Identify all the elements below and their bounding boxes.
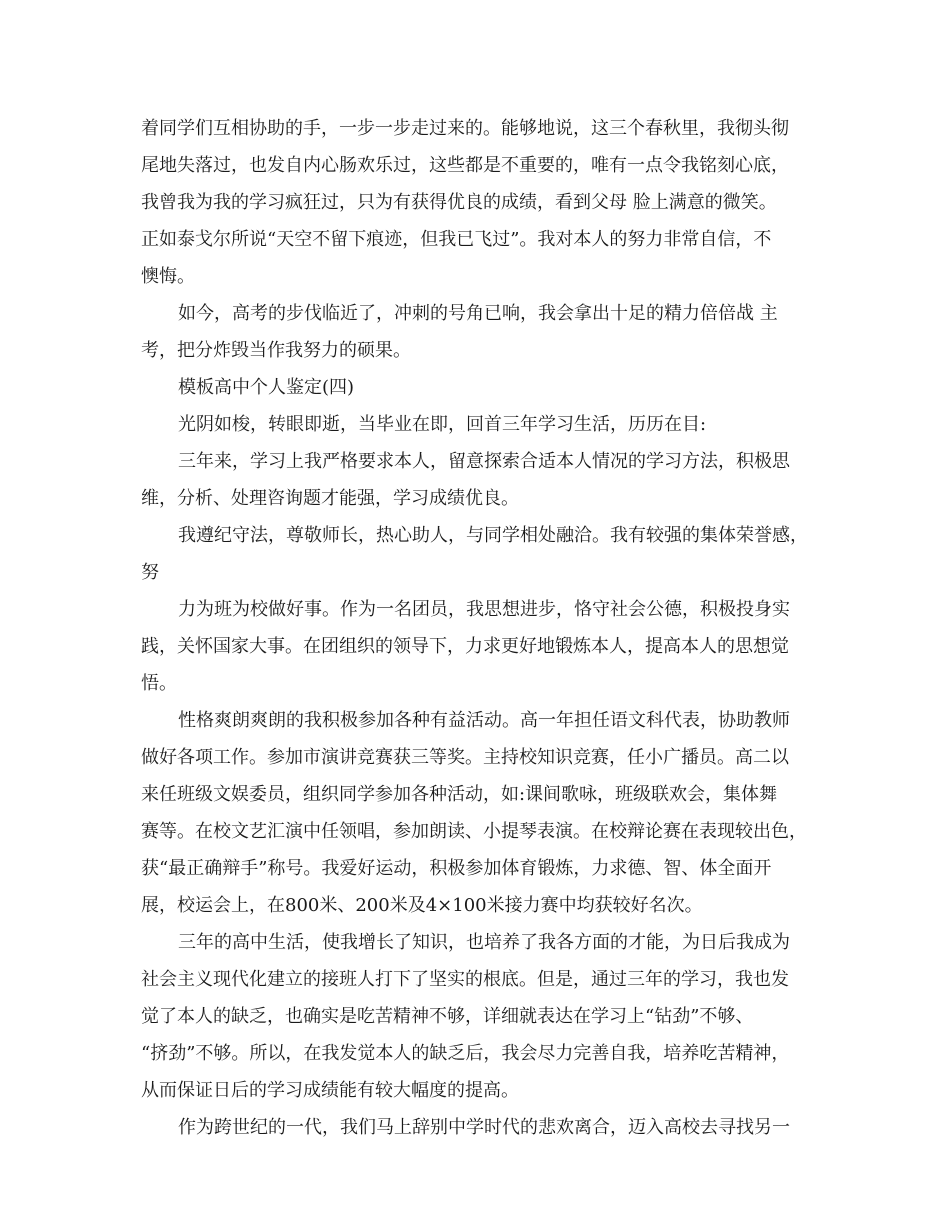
text-line: 践，关怀国家大事。在团组织的领导下，力求更好地锻炼本人，提高本人的思想觉 [141,636,789,657]
text-line: “挤劲”不够。所以，在我发觉本人的缺乏后，我会尽力完善自我，培养吃苦精神， [141,1043,790,1064]
text-line: 社会主义现代化建立的接班人打下了坚实的根底。但是，通过三年的学习，我也发 [141,969,789,990]
text-line: 正如泰戈尔所说“天空不留下痕迹，但我已飞过”。我对本人的努力非常自信，不 [141,229,772,250]
text-line: 努 [141,562,159,583]
text-line: 性格爽朗爽朗的我积极参加各种有益活动。高一年担任语文科代表，协助教师 [178,710,790,731]
text-line: 维，分析、处理咨询题才能强，学习成绩优良。 [141,488,519,509]
text-line: 懊悔。 [141,266,195,287]
text-line: 作为跨世纪的一代，我们马上辞别中学时代的悲欢离合，迈入高校去寻找另一 [178,1117,790,1138]
text-line: 尾地失落过，也发自内心肠欢乐过，这些都是不重要的，唯有一点令我铭刻心底， [141,155,789,176]
text-line: 从而保证日后的学习成绩能有较大幅度的提高。 [141,1080,519,1101]
text-line: 我曾我为我的学习疯狂过，只为有获得优良的成绩，看到父母 脸上满意的微笑。 [141,192,777,213]
text-line: 着同学们互相协助的手，一步一步走过来的。能够地说，这三个春秋里，我彻头彻 [141,118,789,139]
text-line: 觉了本人的缺乏，也确实是吃苦精神不够，详细就表达在学习上“钻劲”不够、 [141,1006,754,1027]
text-line: 展，校运会上，在800米、200米及4×100米接力赛中均获较好名次。 [141,895,703,916]
text-line: 赛等。在校文艺汇演中任领唱，参加朗读、小提琴表演。在校辩论赛在表现较出色， [141,821,807,842]
text-line: 我遵纪守法，尊敬师长，热心助人，与同学相处融洽。我有较强的集体荣誉感， [178,525,808,546]
text-line: 力为班为校做好事。作为一名团员，我思想进步，恪守社会公德，积极投身实 [178,599,790,620]
text-line: 悟。 [141,673,177,694]
text-line: 做好各项工作。参加市演讲竞赛获三等奖。主持校知识竞赛，任小广播员。高二以 [141,747,789,768]
text-line: 三年的高中生活，使我增长了知识，也培养了我各方面的才能，为日后我成为 [178,932,790,953]
text-line: 来任班级文娱委员，组织同学参加各种活动，如:课间歌咏，班级联欢会，集体舞 [141,784,778,805]
section-heading: 模板高中个人鉴定(四) [178,377,355,398]
text-line: 三年来，学习上我严格要求本人，留意探索合适本人情况的学习方法，积极思 [178,451,790,472]
text-line: 如今，高考的步伐临近了，冲刺的号角已响，我会拿出十足的精力倍倍战 主 [178,303,778,324]
text-line: 光阴如梭，转眼即逝，当毕业在即，回首三年学习生活，历历在目: [178,414,707,435]
text-line: 获“最正确辩手”称号。我爱好运动，积极参加体育锻炼，力求德、智、体全面开 [141,858,772,879]
text-line: 考，把分炸毁当作我努力的硕果。 [141,340,411,361]
